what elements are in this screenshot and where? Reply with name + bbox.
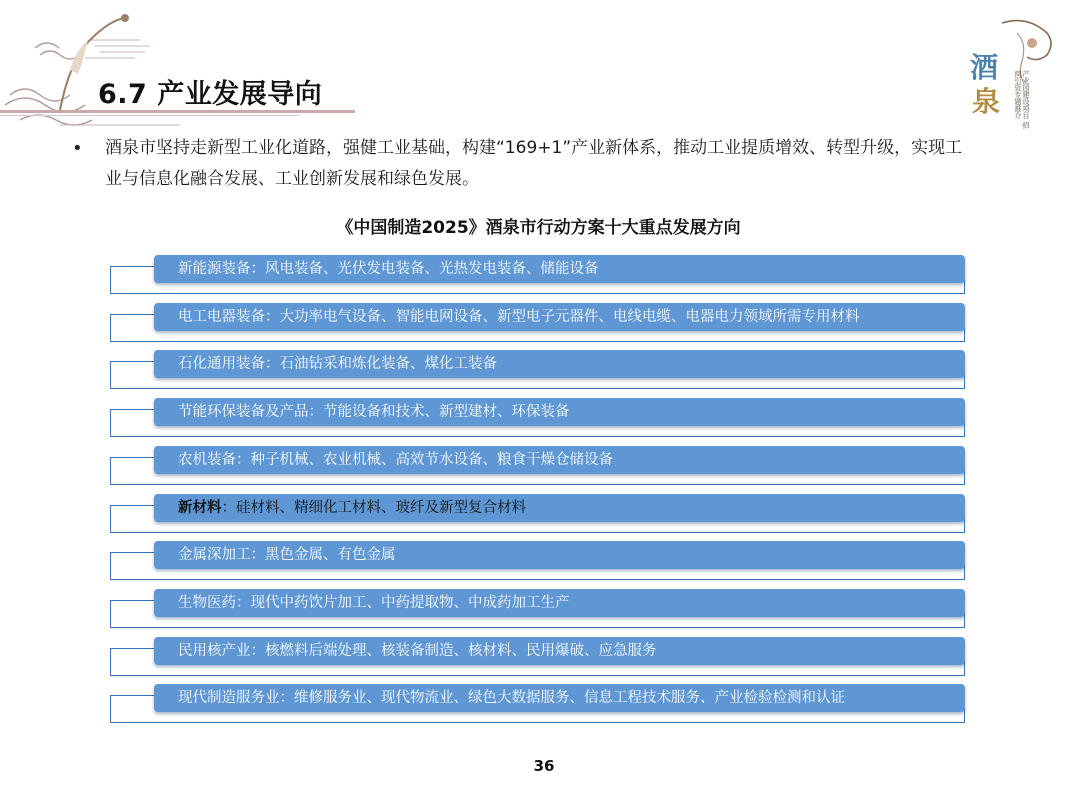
direction-item-label: 节能环保装备及产品 bbox=[178, 404, 309, 421]
diagram-title: 《中国制造2025》酒泉市行动方案十大重点发展方向 bbox=[336, 218, 741, 238]
logo-char-2: 泉 bbox=[972, 85, 1001, 118]
direction-item-bar bbox=[154, 398, 965, 426]
direction-item bbox=[110, 494, 965, 534]
direction-item-detail: ：核燃料后端处理、核装备制造、核材料、民用爆破、应急服务 bbox=[250, 642, 657, 659]
logo-tagline: 产业园建设项目 招商引资专题推介 bbox=[1014, 70, 1030, 129]
direction-item-label: 现代制造服务业 bbox=[178, 690, 280, 707]
direction-item bbox=[110, 684, 965, 724]
direction-item-bar bbox=[154, 446, 965, 474]
logo-char-1: 酒 bbox=[970, 51, 999, 84]
direction-item-label: 石化通用装备 bbox=[178, 356, 265, 373]
direction-item-bar bbox=[154, 684, 965, 712]
direction-item bbox=[110, 398, 965, 438]
intro-paragraph: 酒泉市坚持走新型工业化道路，强健工业基础，构建“169+1”产业新体系，推动工业提质增效、转型升级，实现工业与信息化融合发展、工业创新发展和绿色发展。 bbox=[105, 138, 963, 189]
direction-item-detail: ：现代中药饮片加工、中药提取物、中成药加工生产 bbox=[236, 594, 570, 611]
direction-item-bar bbox=[154, 255, 965, 283]
direction-item-detail: ：种子机械、农业机械、高效节水设备、粮食干燥仓储设备 bbox=[236, 451, 613, 468]
direction-item-detail: ：黑色金属、有色金属 bbox=[250, 547, 396, 564]
direction-item-detail: ：风电装备、光伏发电装备、光热发电装备、储能设备 bbox=[250, 261, 599, 277]
direction-item-detail: ：硅材料、精细化工材料、玻纤及新型复合材料 bbox=[221, 499, 526, 516]
direction-item bbox=[110, 637, 965, 677]
direction-item bbox=[110, 350, 965, 390]
direction-item-label: 民用核产业 bbox=[178, 642, 251, 659]
direction-item-detail: ：大功率电气设备、智能电网设备、新型电子元器件、电线电缆、电器电力领域所需专用材料 bbox=[265, 308, 860, 325]
page-number: 36 bbox=[533, 757, 555, 775]
direction-item bbox=[110, 541, 965, 581]
direction-item-bar bbox=[154, 541, 965, 569]
direction-item-bar bbox=[154, 494, 965, 522]
direction-item-label: 金属深加工 bbox=[178, 547, 251, 564]
bullet-marker: • bbox=[72, 138, 83, 159]
direction-item bbox=[110, 303, 965, 343]
direction-item-label: 生物医药 bbox=[178, 594, 236, 611]
direction-item-label: 农机装备 bbox=[178, 451, 236, 468]
direction-item-detail: ：节能设备和技术、新型建材、环保装备 bbox=[308, 404, 570, 421]
direction-item bbox=[110, 255, 965, 295]
direction-item bbox=[110, 589, 965, 629]
title-underline-thin bbox=[0, 115, 300, 116]
direction-item-label: 新材料 bbox=[178, 499, 222, 516]
direction-item bbox=[110, 446, 965, 486]
direction-item-detail: ：石油钻采和炼化装备、煤化工装备 bbox=[265, 356, 497, 373]
direction-item-label: 电工电器装备 bbox=[178, 308, 265, 325]
direction-item-bar bbox=[154, 350, 965, 378]
title-underline bbox=[0, 110, 355, 113]
page-title: 6.7 产业发展导向 bbox=[98, 79, 323, 110]
direction-item-bar bbox=[154, 589, 965, 617]
direction-item-bar bbox=[154, 637, 965, 665]
direction-item-label: 新能源装备 bbox=[178, 261, 251, 277]
direction-item-bar bbox=[154, 303, 965, 331]
direction-item-detail: ：维修服务业、现代物流业、绿色大数据服务、信息工程技术服务、产业检验检测和认证 bbox=[279, 690, 845, 707]
